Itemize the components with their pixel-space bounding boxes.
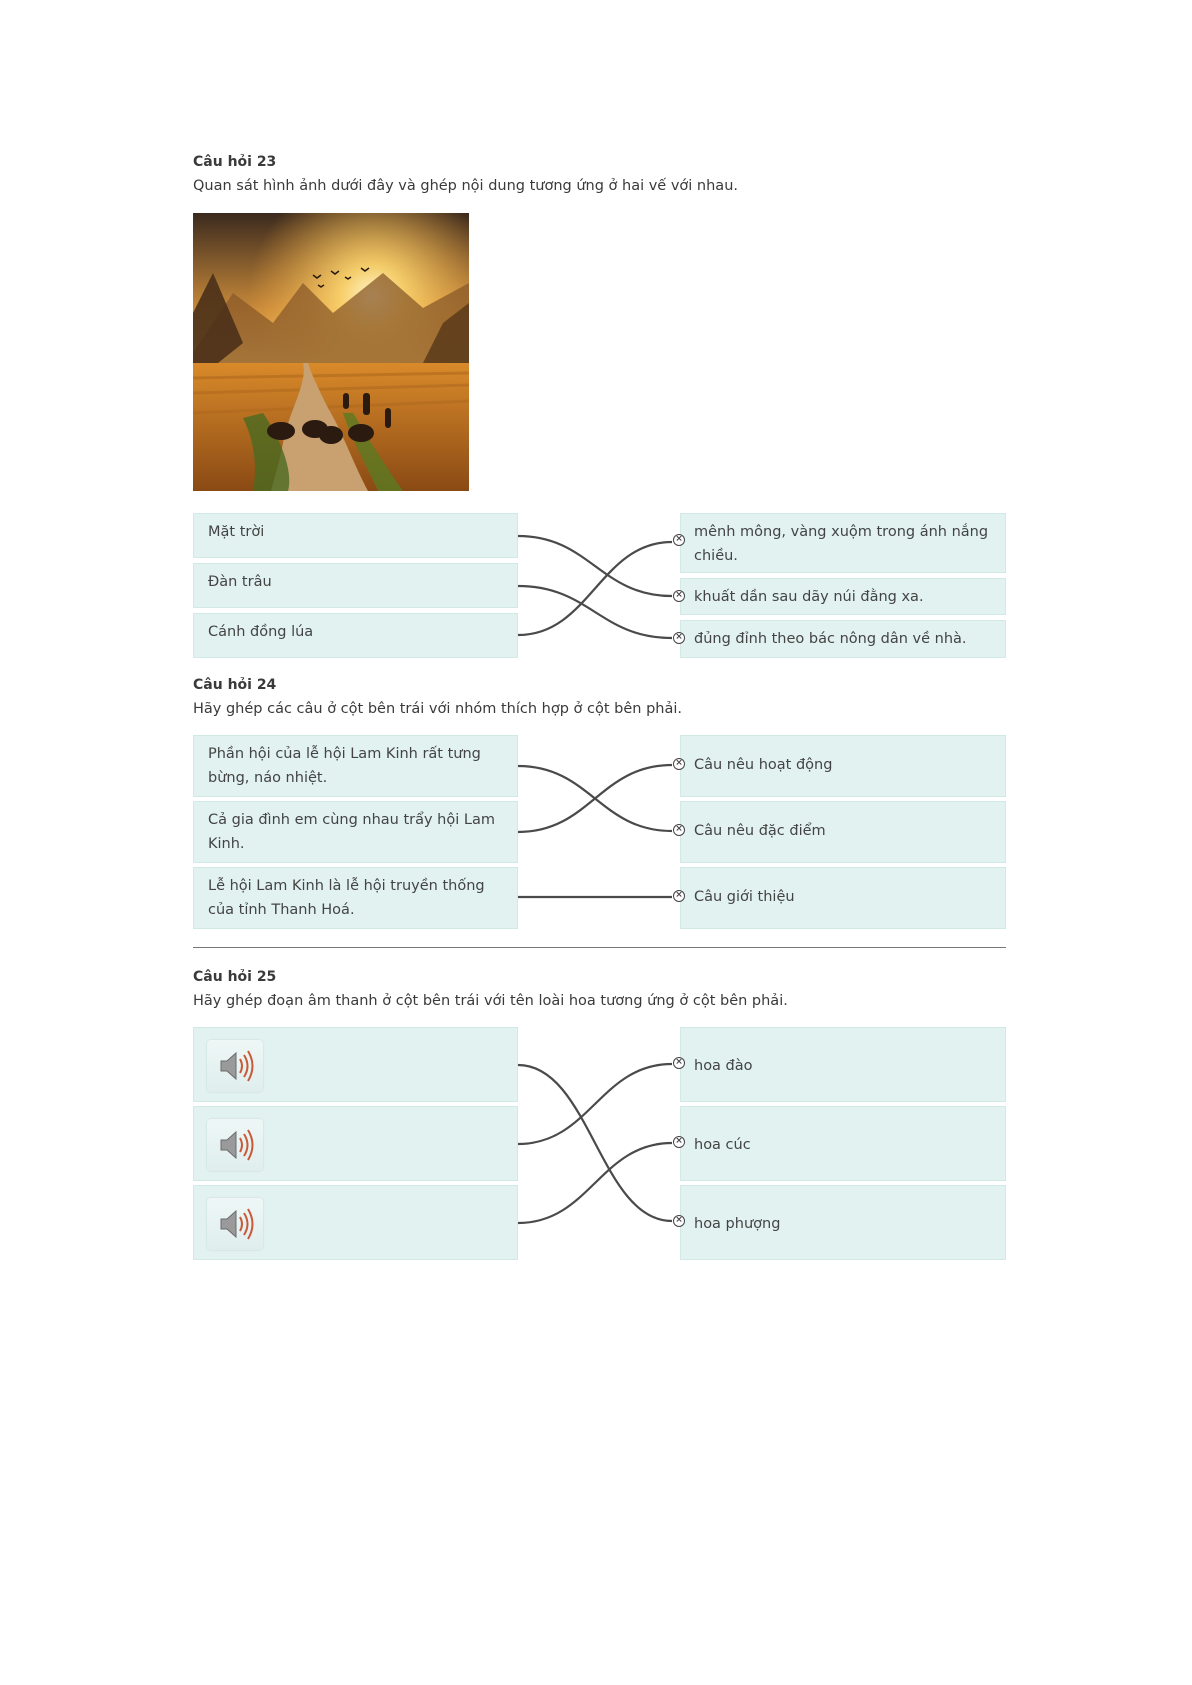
q24-title: Câu hỏi 24 [193, 677, 277, 693]
speaker-icon[interactable] [207, 1198, 263, 1250]
q25-right-label-3: hoa phượng [694, 1216, 781, 1232]
sunset-field-illustration [193, 213, 469, 491]
q23-right-item-3[interactable] [675, 620, 1006, 658]
q23-right-label-3: đủng đỉnh theo bác nông dân về nhà. [694, 631, 967, 647]
x-circle-icon[interactable]: × [673, 890, 685, 902]
q24-right-label-3: Câu giới thiệu [694, 889, 795, 905]
q24-connector-1 [518, 766, 672, 831]
q25-prompt: Hãy ghép đoạn âm thanh ở cột bên trái với tên loài hoa tương ứng ở cột bên phải. [193, 993, 788, 1009]
q24-right-item-3[interactable] [675, 867, 1006, 929]
q23-left-item-2[interactable] [193, 563, 518, 608]
speaker-icon[interactable] [207, 1040, 263, 1092]
q25-connector-1 [518, 1065, 672, 1221]
q24-right-item-1[interactable] [675, 735, 1006, 797]
q25-title: Câu hỏi 25 [193, 969, 277, 985]
q24-right-item-2[interactable] [675, 801, 1006, 863]
x-circle-icon[interactable]: × [673, 824, 685, 836]
x-circle-icon[interactable]: × [673, 632, 685, 644]
q23-prompt: Quan sát hình ảnh dưới đây và ghép nội dung tương ứng ở hai vế với nhau. [193, 178, 738, 194]
q25-right-item-2[interactable] [675, 1106, 1006, 1181]
x-circle-icon[interactable]: × [673, 1057, 685, 1069]
q25-connector-3 [518, 1143, 672, 1223]
section-divider [193, 947, 1006, 948]
q24-right-label-1: Câu nêu hoạt động [694, 757, 833, 773]
q24-left-label-1: Phần hội của lễ hội Lam Kinh rất tưng bừng, náo nhiệt. [208, 746, 481, 786]
q23-connector-1 [518, 536, 672, 596]
q24-connector-2 [518, 765, 672, 832]
q23-left-label-2: Đàn trâu [208, 574, 272, 590]
q23-left-label-1: Mặt trời [208, 524, 265, 540]
q23-right-item-2[interactable] [675, 578, 1006, 615]
x-circle-icon[interactable]: × [673, 758, 685, 770]
q25-right-item-3[interactable] [675, 1185, 1006, 1260]
q23-left-label-3: Cánh đồng lúa [208, 624, 314, 640]
q24-right-label-2: Câu nêu đặc điểm [694, 823, 826, 839]
sunset-field-photo [193, 213, 469, 491]
speaker-icon[interactable] [207, 1119, 263, 1171]
x-circle-icon[interactable]: × [673, 1215, 685, 1227]
q24-left-label-2: Cả gia đình em cùng nhau trẩy hội Lam Kinh. [208, 812, 495, 852]
q23-left-item-1[interactable] [193, 513, 518, 558]
q25-audio-item-2[interactable] [193, 1106, 518, 1181]
q25-audio-item-3[interactable] [193, 1185, 518, 1260]
q23-connector-2 [518, 586, 672, 638]
x-circle-icon[interactable]: × [673, 590, 685, 602]
q25-right-label-1: hoa đào [694, 1058, 753, 1074]
q25-right-label-2: hoa cúc [694, 1137, 751, 1153]
q24-left-item-2[interactable] [193, 801, 518, 863]
q24-prompt: Hãy ghép các câu ở cột bên trái với nhóm thích hợp ở cột bên phải. [193, 701, 682, 717]
q25-audio-item-1[interactable] [193, 1027, 518, 1102]
q25-right-item-1[interactable] [675, 1027, 1006, 1102]
q23-left-item-3[interactable] [193, 613, 518, 658]
q23-right-item-1[interactable] [675, 513, 1006, 573]
q23-connector-3 [518, 542, 672, 635]
q24-left-item-3[interactable] [193, 867, 518, 929]
q23-right-label-1: mênh mông, vàng xuộm trong ánh nắng chiều. [694, 524, 989, 564]
q23-right-label-2: khuất dần sau dãy núi đằng xa. [694, 589, 924, 605]
q24-left-label-3: Lễ hội Lam Kinh là lễ hội truyền thống của tỉnh Thanh Hoá. [208, 878, 485, 918]
q24-left-item-1[interactable] [193, 735, 518, 797]
x-circle-icon[interactable]: × [673, 1136, 685, 1148]
x-circle-icon[interactable]: × [673, 534, 685, 546]
q25-connector-2 [518, 1064, 672, 1144]
q23-title: Câu hỏi 23 [193, 154, 277, 170]
